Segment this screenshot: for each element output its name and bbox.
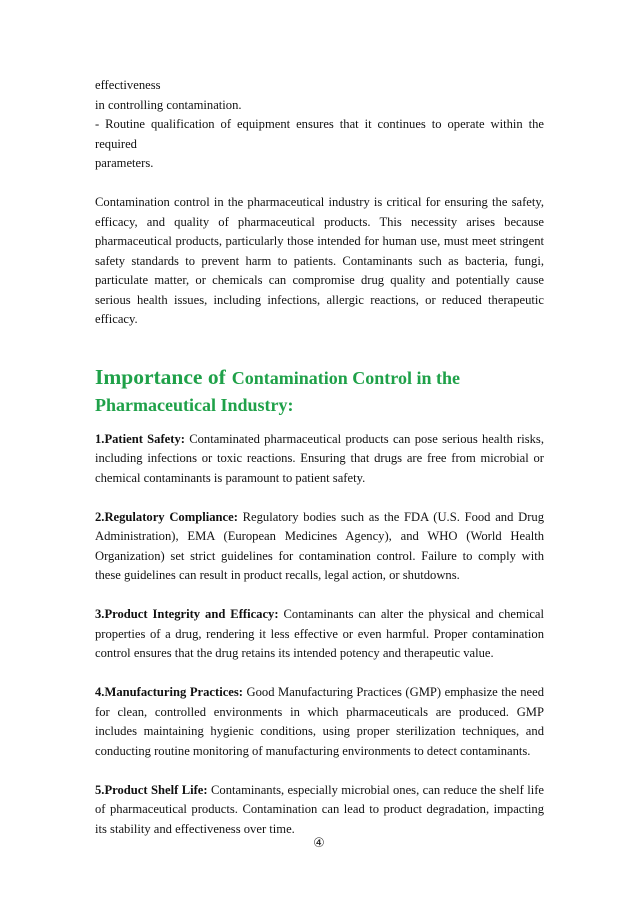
page-number: ④ xyxy=(313,836,325,851)
item-lead: 3.Product Integrity and Efficacy: xyxy=(95,607,279,621)
intro-text xyxy=(95,76,544,174)
list-item xyxy=(95,781,544,840)
list-item xyxy=(95,508,544,586)
item-lead: 5.Product Shelf Life: xyxy=(95,782,208,797)
overview-paragraph: Contamination control in the pharmaceutical industry is critical for ensuring the safety, efficacy, and quality of pharmaceutical products. This necessity arises because pharmaceutical products, particularly those intended for human use, must meet stringent safety standards to prevent harm to patients. Contaminants such as bacteria, fungi, particulate matter, or chemicals can compromise drug quality and potentially cause serious health issues, including infections, allergic reactions, or reduced therapeutic efficacy. xyxy=(95,195,544,326)
list-item xyxy=(95,605,544,664)
intro-line: effectiveness xyxy=(95,78,161,92)
intro-line: - Routine qualification of equipment ensures that it continues to operate within the xyxy=(95,117,544,131)
item-lead: 4.Manufacturing Practices: xyxy=(95,685,243,699)
intro-line: required xyxy=(95,136,137,151)
item-lead: 2.Regulatory Compliance: xyxy=(95,509,238,524)
section-heading xyxy=(95,364,544,418)
item-text: Contaminated pharmaceutical products can pose serious health risks, including infections or toxic reactions. Ensuring that drugs are free from microbial or chemical contaminants is paramount to patient safety. xyxy=(95,431,544,485)
heading-part-3: Pharmaceutical Industry: xyxy=(95,394,294,415)
item-text: Regulatory bodies such as the FDA (U.S. Food and Drug Administration), EMA (European Medicines Agency), and WHO (World Health Organization) set strict guidelines for contamination control. Failure to comply with these guidelines can result in product recalls, legal action, or shutdowns. xyxy=(95,509,544,582)
intro-line: in controlling contamination. xyxy=(95,97,242,112)
intro-line: parameters. xyxy=(95,156,154,170)
heading-part-1: Importance of xyxy=(95,364,226,389)
document-page xyxy=(95,76,544,839)
list-item xyxy=(95,683,544,761)
heading-part-2: Contamination Control in the xyxy=(231,367,460,388)
item-text: Good Manufacturing Practices (GMP) emphasize the need for clean, controlled environments in which pharmaceuticals are produced. GMP includes maintaining hygienic conditions, using proper sterilization techniques, and conducting routine monitoring of manufacturing environments to detect contaminants. xyxy=(95,685,544,758)
item-text: Contaminants can alter the physical and chemical properties of a drug, rendering it less effective or even harmful. Proper contamination control ensures that the drug retains its intended potency and therapeutic value. xyxy=(95,607,544,660)
item-lead: 1.Patient Safety: xyxy=(95,431,185,446)
list-item xyxy=(95,430,544,489)
item-text: Contaminants, especially microbial ones, can reduce the shelf life of pharmaceutical products. Contamination can lead to product degradation, impacting its stability and effectiveness over time. xyxy=(95,782,544,836)
